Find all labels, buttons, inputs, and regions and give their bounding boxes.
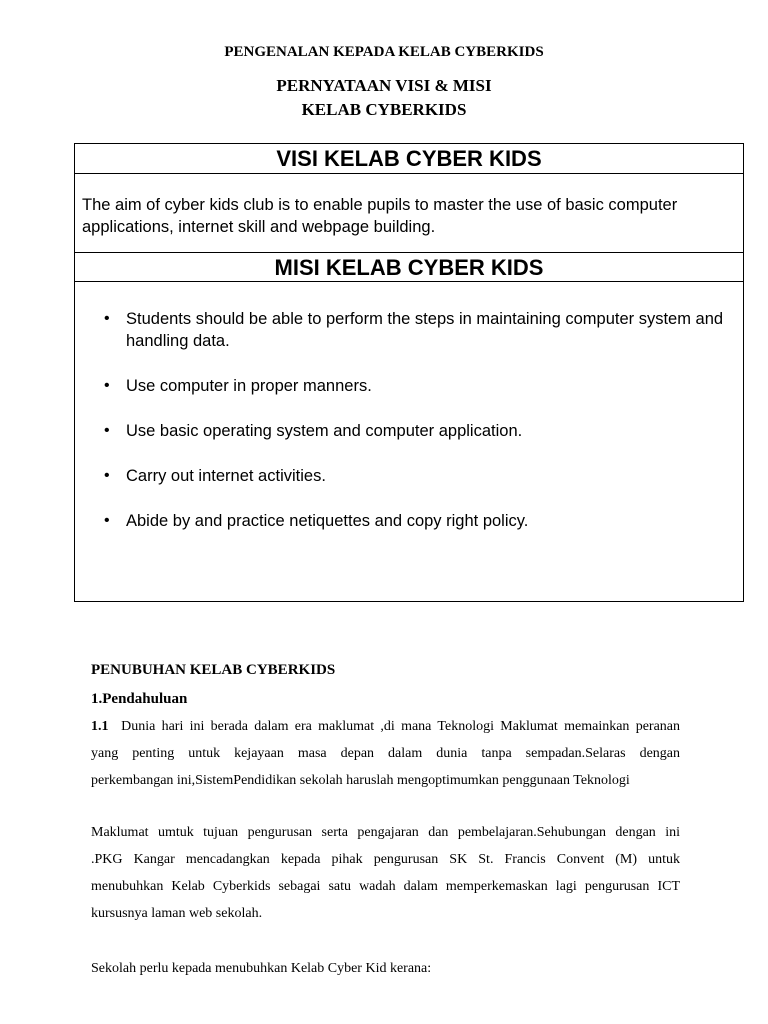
paragraph-line: perkembangan ini,SistemPendidikan sekolah haruslah mengoptimumkan penggunaan Teknologi xyxy=(91,773,630,788)
paragraph-number: 1.1 xyxy=(91,719,109,734)
bullet-icon: • xyxy=(104,422,110,439)
paragraph-line xyxy=(91,713,680,740)
misi-body xyxy=(75,282,743,602)
document-subtitle-line1: PERNYATAAN VISI & MISI xyxy=(276,76,492,95)
paragraph-3: Sekolah perlu kepada menubuhkan Kelab Cyber Kid kerana: xyxy=(91,961,432,976)
misi-list-item xyxy=(75,510,743,532)
misi-list-item xyxy=(75,375,743,397)
visi-heading: VISI KELAB CYBER KIDS xyxy=(75,144,743,174)
section-title: PENUBUHAN KELAB CYBERKIDS xyxy=(91,662,336,678)
bullet-icon: • xyxy=(104,512,110,529)
paragraph-line: kursusnya laman web sekolah. xyxy=(91,906,263,921)
paragraph-line-text: Dunia hari ini berada dalam era maklumat ,di mana Teknologi Maklumat memainkan peranan xyxy=(121,719,680,734)
misi-item-text: Carry out internet activities. xyxy=(126,467,326,485)
misi-item-text: Use basic operating system and computer application. xyxy=(126,422,523,440)
paragraph-2 xyxy=(91,819,680,927)
misi-list xyxy=(75,308,743,555)
misi-item-text: Abide by and practice netiquettes and copy right policy. xyxy=(126,512,529,530)
paragraph-line: yang penting untuk kejayaan masa depan dalam dunia tanpa sempadan.Selaras dengan xyxy=(91,746,680,761)
visi-text: The aim of cyber kids club is to enable pupils to master the use of basic computer applications, internet skill and webpage building. xyxy=(75,174,743,253)
misi-item-text: Use computer in proper manners. xyxy=(126,377,372,395)
paragraph-1 xyxy=(91,713,680,794)
misi-heading: MISI KELAB CYBER KIDS xyxy=(75,253,743,282)
visi-misi-table xyxy=(74,143,744,602)
misi-item-text: Students should be able to perform the steps in maintaining computer system and handling data. xyxy=(126,310,724,350)
misi-list-item xyxy=(75,465,743,487)
misi-list-item xyxy=(75,308,743,352)
paragraph-line: menubuhkan Kelab Cyberkids sebagai satu wadah dalam memperkemaskan lagi pengurusan ICT xyxy=(91,879,680,894)
bullet-icon: • xyxy=(104,310,110,327)
misi-list-item xyxy=(75,420,743,442)
section-subtitle: 1.Pendahuluan xyxy=(91,691,188,707)
bullet-icon: • xyxy=(104,377,110,394)
paragraph-line: Maklumat umtuk tujuan pengurusan serta pengajaran dan pembelajaran.Sehubungan dengan ini xyxy=(91,825,680,840)
paragraph-line: .PKG Kangar mencadangkan kepada pihak pengurusan SK St. Francis Convent (M) untuk xyxy=(91,852,680,867)
document-subtitle-line2: KELAB CYBERKIDS xyxy=(301,100,467,119)
document-title: PENGENALAN KEPADA KELAB CYBERKIDS xyxy=(224,44,544,60)
bullet-icon: • xyxy=(104,467,110,484)
